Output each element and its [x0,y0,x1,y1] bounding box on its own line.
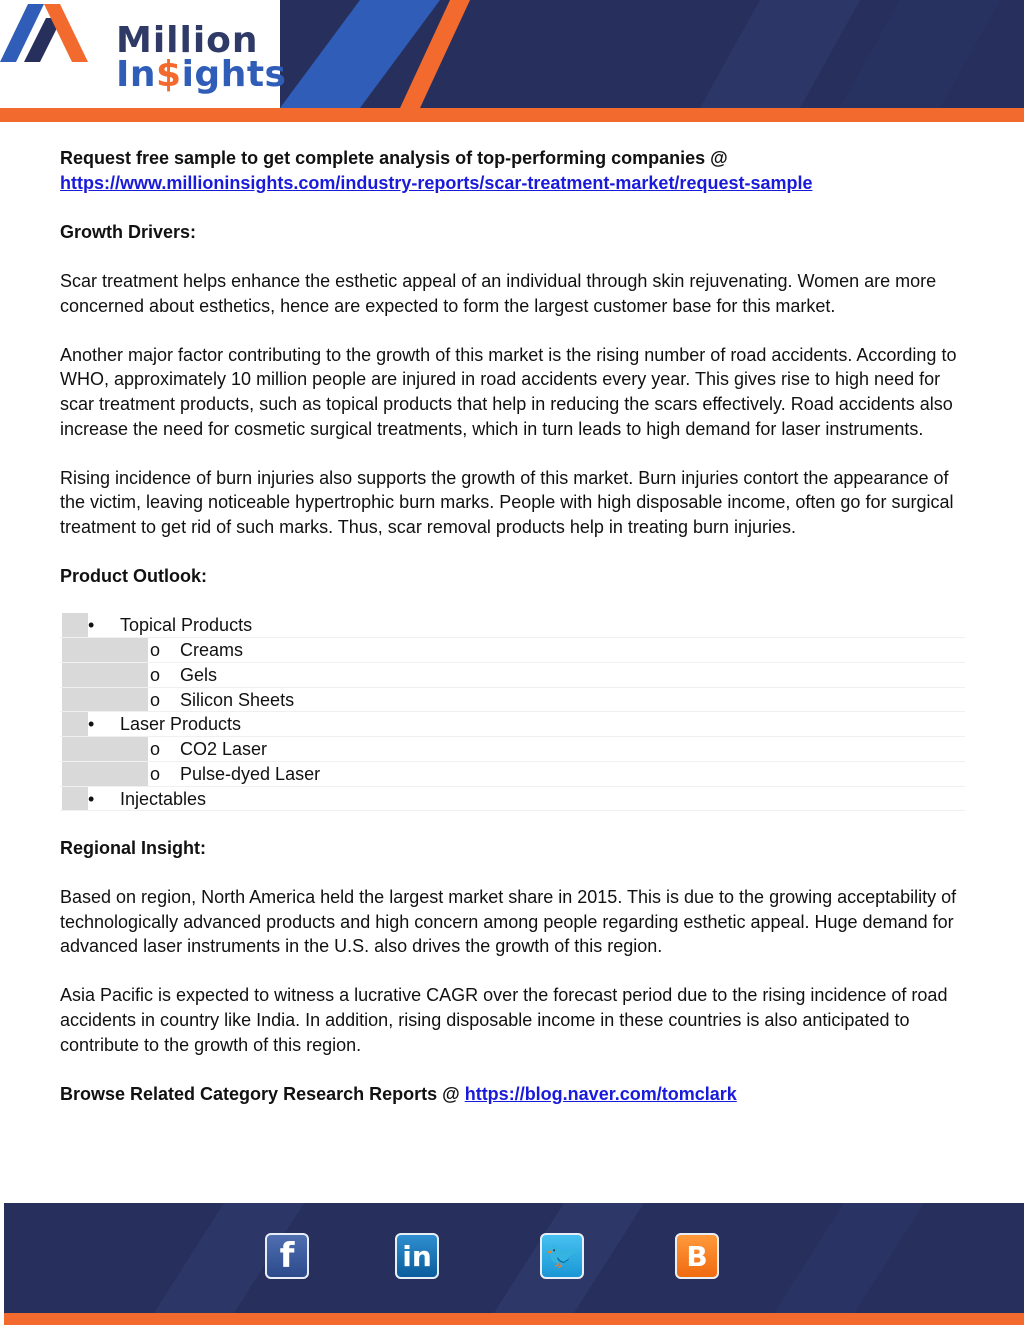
related-reports-paragraph [60,1082,965,1107]
brand-name-line2 [116,54,287,95]
list-item [60,663,965,688]
related-reports-link[interactable]: https://blog.naver.com/tomclark [464,1083,737,1104]
product-item-label: Injectables [120,788,207,809]
product-outlook-heading: Product Outlook: [60,566,207,587]
related-reports-text: Browse Related Category Research Reports @ [60,1083,460,1104]
sub-bullet-icon: o [150,664,161,685]
blogger-icon[interactable]: B [675,1233,719,1279]
list-item [60,688,965,713]
sub-bullet-icon: o [150,739,161,760]
page-footer [4,1203,1024,1325]
document-body [60,146,965,1131]
product-item-label: Laser Products [120,714,242,735]
page-header [0,0,1024,122]
regional-paragraph-2: Asia Pacific is expected to witness a lucrative CAGR over the forecast period due to the rising incidence of road accidents in country like India. In addition, rising disposable income in these countries is also anticipated to contribute to the growth of this region. [60,985,948,1055]
list-item [60,762,965,787]
logo-icon [0,0,90,66]
regional-insight-heading: Regional Insight: [60,837,206,858]
product-subitem-label: Gels [180,664,218,685]
product-subitem-label: Pulse-dyed Laser [180,763,321,784]
request-sample-text: Request free sample to get complete analysis of top-performing companies @ [60,148,728,168]
regional-paragraph-1: Based on region, North America held the largest market share in 2015. This is due to the growing acceptability of technologically advanced products and high concern among people regarding esthetic appeal. Huge demand for advanced laser instruments in the U.S. also drives the growth of this region. [60,887,957,957]
list-item [60,737,965,762]
growth-drivers-heading: Growth Drivers: [60,221,197,242]
brand-name-ights: ights [181,54,287,95]
request-sample-link[interactable]: https://www.millioninsights.com/industry-reports/scar-treatment-market/request-sample [60,172,813,193]
growth-paragraph-2: Another major factor contributing to the growth of this market is the rising number of road accidents. According to WHO, approximately 10 million people are injured in road accidents every year. This gives rise to high need for scar treatment products, such as topical products that help in reducing the scars effectively. Road accidents also increase the need for cosmetic surgical treatments, which in turn leads to high demand for laser instruments. [60,344,957,439]
sub-bullet-icon: o [150,640,161,661]
list-item [60,787,965,812]
brand-logo [116,20,287,95]
list-item [60,638,965,663]
bullet-icon: • [88,788,95,809]
brand-name-in: In [116,54,157,95]
bullet-icon: • [88,615,95,636]
product-list [60,613,965,811]
facebook-icon[interactable]: f [265,1233,309,1279]
linkedin-icon[interactable]: in [395,1233,439,1279]
growth-paragraph-3: Rising incidence of burn injuries also supports the growth of this market. Burn injuries contort the appearance of the victim, leaving noticeable hypertrophic burn marks. People with high disposable income, often go for surgical treatment to get rid of such marks. Thus, scar removal products help in treating burn injuries. [60,467,954,537]
footer-banner-graphic [4,1203,1024,1325]
growth-paragraph-1: Scar treatment helps enhance the esthetic appeal of an individual through skin rejuvenating. Women are more concerned about esthetics, hence are expected to form the largest customer base for this market. [60,270,937,316]
product-subitem-label: CO2 Laser [180,739,268,760]
sub-bullet-icon: o [150,689,161,710]
list-item [60,613,965,638]
product-subitem-label: Silicon Sheets [180,689,295,710]
request-sample-paragraph [60,146,965,195]
sub-bullet-icon: o [150,763,161,784]
twitter-icon[interactable]: 🐦 [540,1233,584,1279]
product-subitem-label: Creams [180,640,244,661]
list-item [60,712,965,737]
bullet-icon: • [88,714,95,735]
product-item-label: Topical Products [120,615,253,636]
brand-dollar-sign: $ [156,54,182,95]
brand-name-line1: Million [116,20,259,61]
